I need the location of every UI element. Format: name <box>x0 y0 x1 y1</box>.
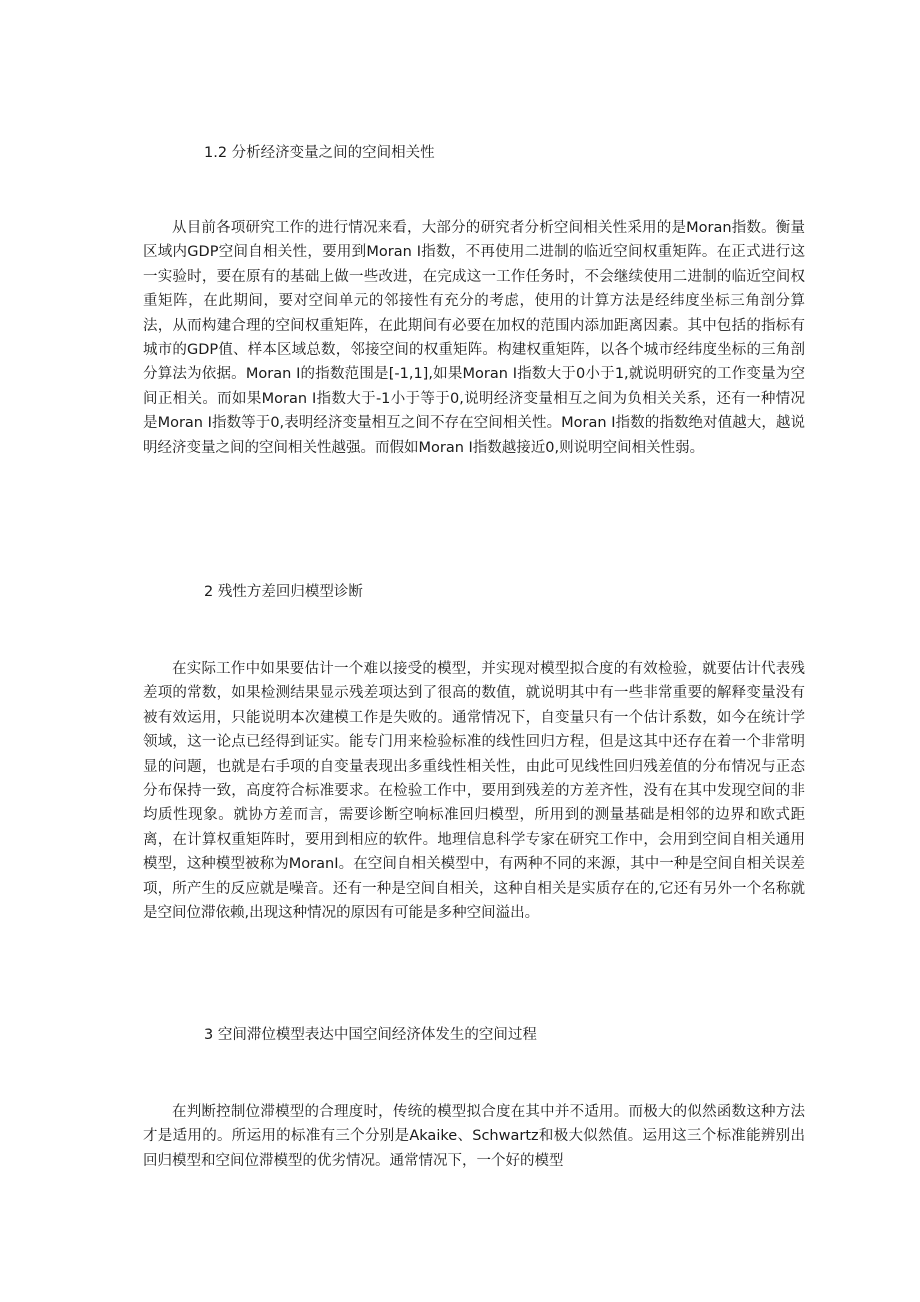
section-paragraph-2: 在实际工作中如果要估计一个难以接受的模型，并实现对模型拟合度的有效检验，就要估计代表残差项的常数，如果检测结果显示残差项达到了很高的数值，就说明其中有一些非常重要的解释变量没有被有效运用，只能说明本次建模工作是失败的。通常情况下，自变量只有一个估计系数，如今在统计学领域，这一论点已经得到证实。能专门用来检验标准的线性回归方程，但是这其中还存在着一个非常明显的问题，也就是右手项的自变量表现出多重线性相关性，由此可见线性回归残差值的分布情况与正态分布保持一致，高度符合标准要求。在检验工作中，要用到残差的方差齐性，没有在其中发现空间的非均质性现象。就协方差而言，需要诊断空响标准回归模型，所用到的测量基础是相邻的边界和欧式距离，在计算权重矩阵时，要用到相应的软件。地理信息科学专家在研究工作中，会用到空间自相关通用模型，这种模型被称为MoranⅠ。在空间自相关模型中，有两种不同的来源，其中一种是空间自相关误差项，所产生的反应就是噪音。还有一种是空间自相关，这种自相关是实质存在的,它还有另外一个名称就是空间位滞依赖,出现这种情况的原因有可能是多种空间溢出。 <box>143 661 805 922</box>
section-heading-3: 3 空间滞位模型表达中国空间经济体发生的空间过程 <box>204 1027 537 1043</box>
section-paragraph-1-2: 从目前各项研究工作的进行情况来看，大部分的研究者分析空间相关性采用的是Moran指数。衡量区域内GDP空间自相关性，要用到Moran I指数，不再使用二进制的临近空间权重矩阵。在正式进行这一实验时，要在原有的基础上做一些改进，在完成这一工作任务时，不会继续使用二进制的临近空间权重矩阵，在此期间，要对空间单元的邻接性有充分的考虑，使用的计算方法是经纬度坐标三角剖分算法，从而构建合理的空间权重矩阵，在此期间有必要在加权的范围内添加距离因素。其中包括的指标有城市的GDP值、样本区域总数，邻接空间的权重矩阵。构建权重矩阵，以各个城市经纬度坐标的三角剖分算法为依据。Moran I的指数范围是[-1,1],如果Moran I指数大于0小于1,就说明研究的工作变量为空间正相关。而如果Moran I指数大于-1小于等于0,说明经济变量相互之间为负相关关系，还有一种情况是Moran I指数等于0,表明经济变量相互之间不存在空间相关性。Moran I指数的指数绝对值越大，越说明经济变量之间的空间相关性越强。而假如Moran I指数越接近0,则说明空间相关性弱。 <box>143 220 805 456</box>
section-heading-1-2: 1.2 分析经济变量之间的空间相关性 <box>204 145 435 161</box>
section-paragraph-3: 在判断控制位滞模型的合理度时，传统的模型拟合度在其中并不适用。而极大的似然函数这种方法才是适用的。所运用的标准有三个分别是Akaike、Schwartz和极大似然值。运用这三个标准能辨别出回归模型和空间位滞模型的优劣情况。通常情况下，一个好的模型 <box>143 1104 805 1169</box>
section-heading-2: 2 残性方差回归模型诊断 <box>204 584 363 600</box>
